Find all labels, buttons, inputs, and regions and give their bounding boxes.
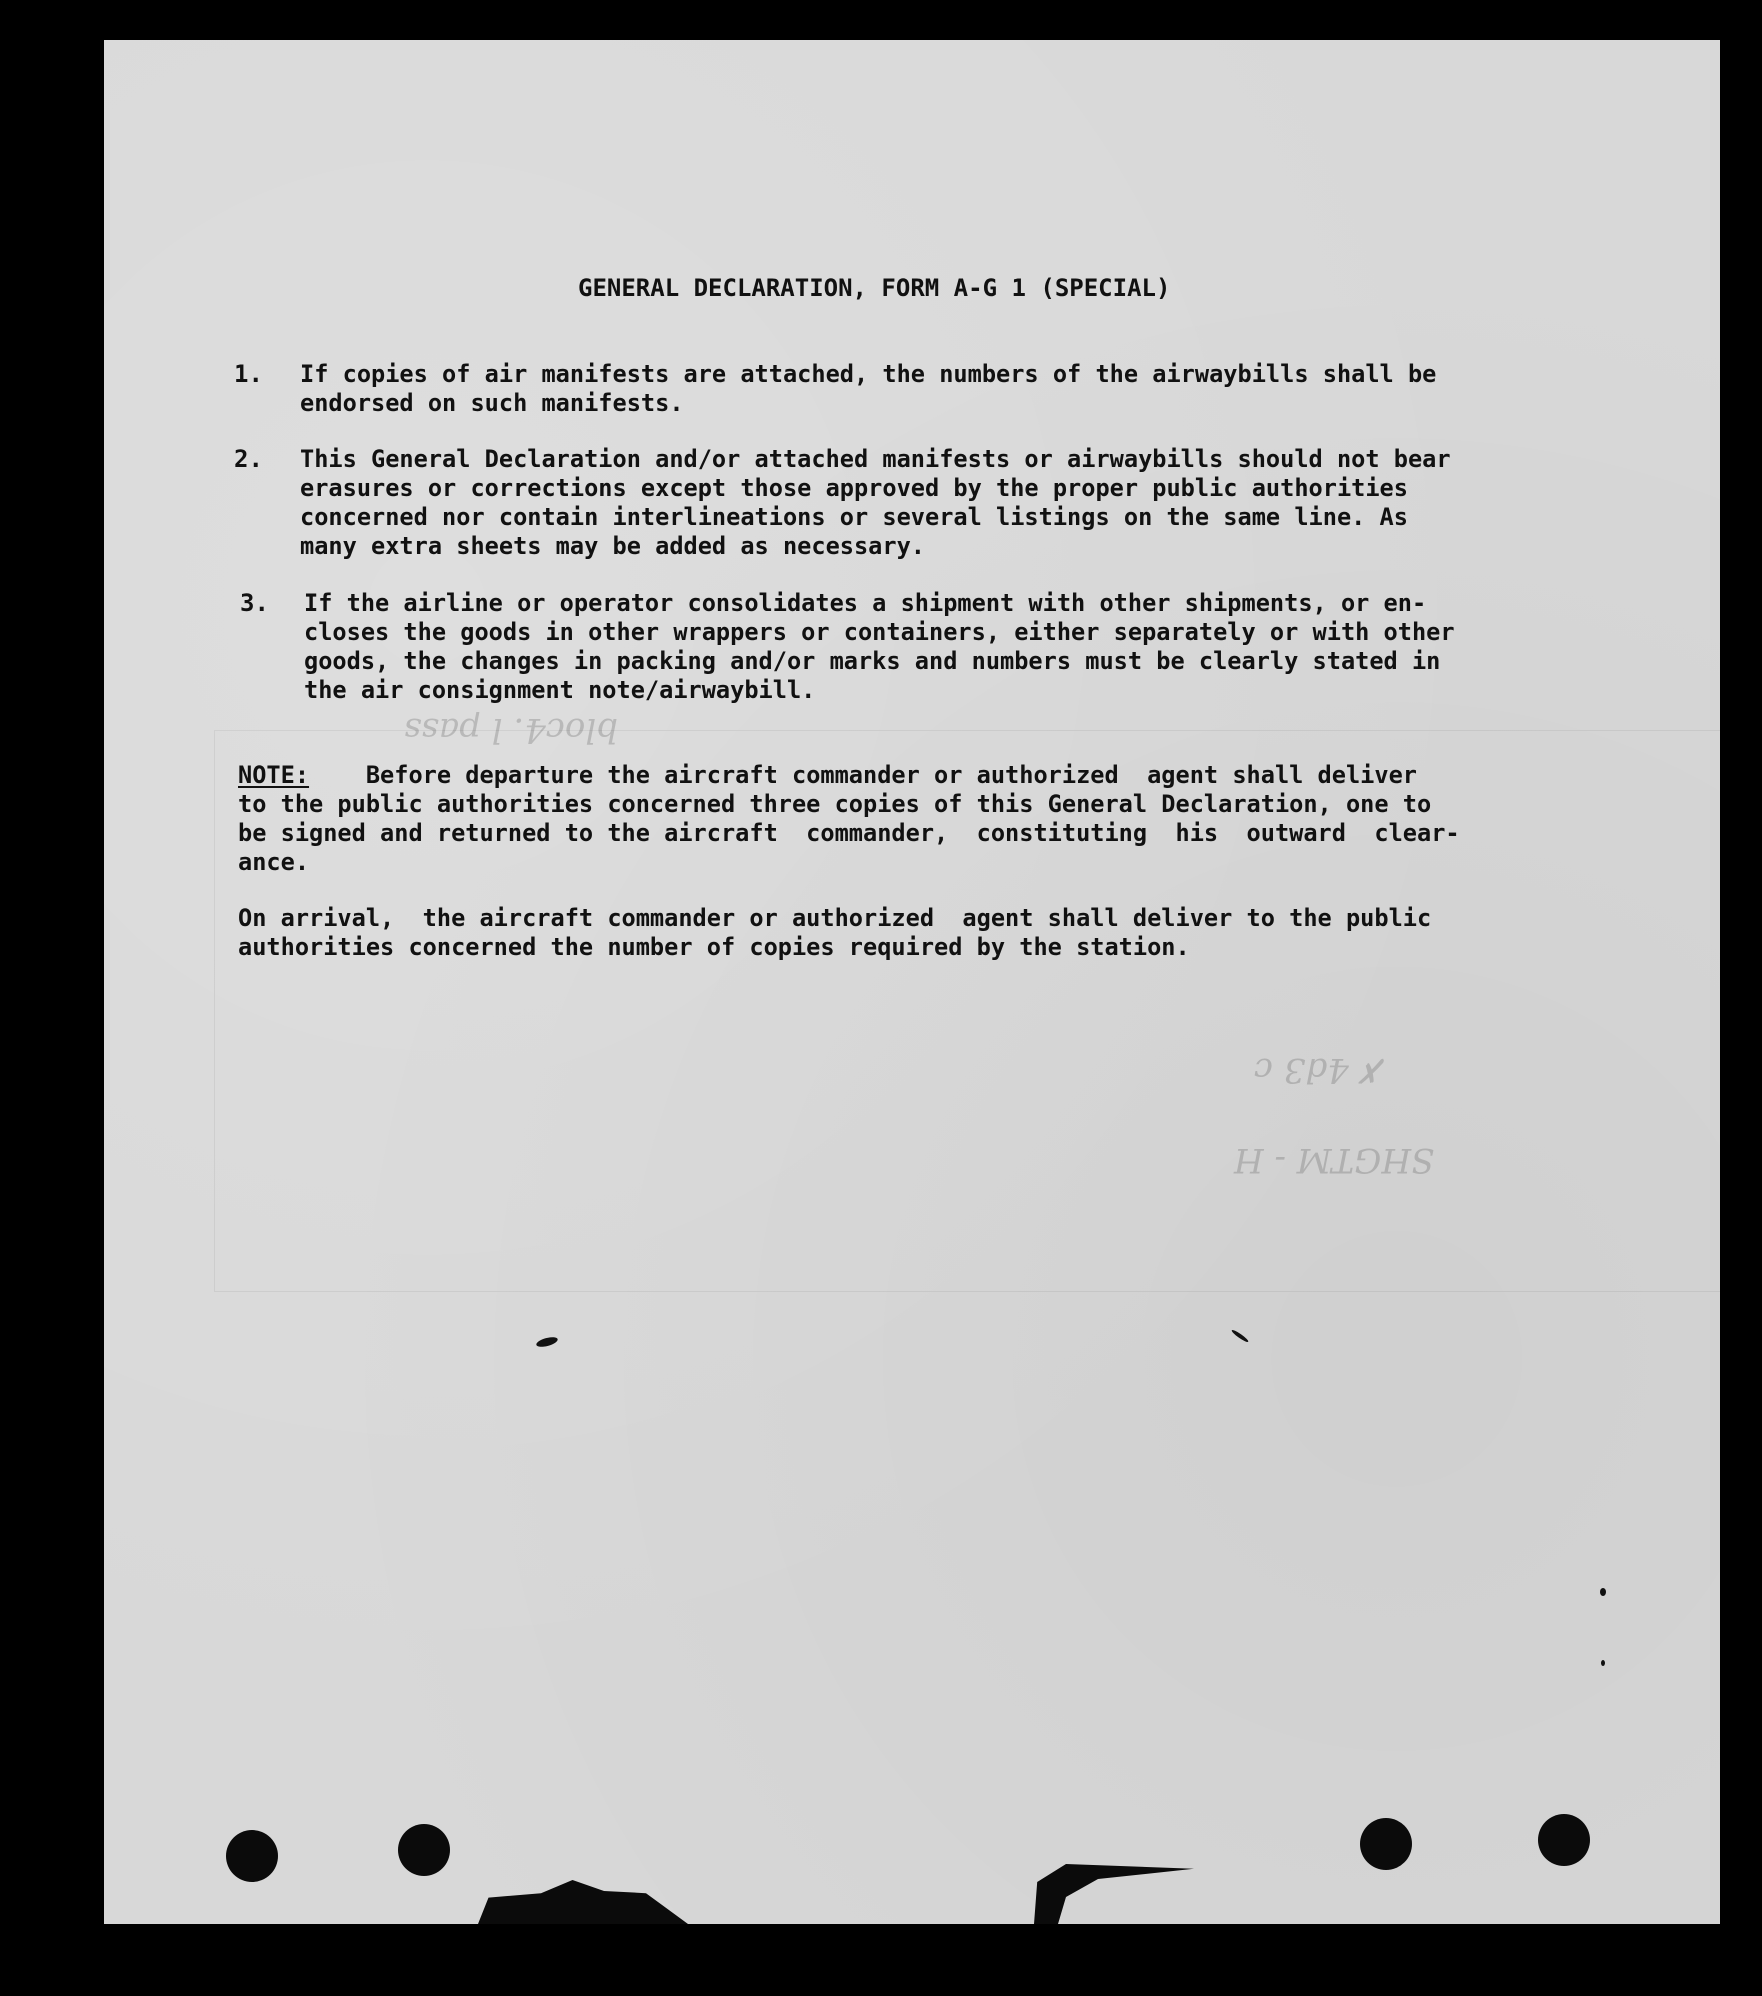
bleed-through-handwriting: ✗ 4d3 c xyxy=(1254,1050,1389,1090)
list-item-line: goods, the changes in packing and/or marks and numbers must be clearly stated in xyxy=(304,647,1441,675)
arrival-line: authorities concerned the number of copies required by the station. xyxy=(238,933,1190,961)
note-paragraph xyxy=(238,761,1417,790)
list-item-number: 2. xyxy=(234,445,263,473)
note-first-line: Before departure the aircraft commander or authorized agent shall deliver xyxy=(309,761,1417,789)
document-page xyxy=(104,40,1720,1924)
list-item-line: endorsed on such manifests. xyxy=(300,389,684,417)
punch-hole xyxy=(1360,1818,1412,1870)
list-item-line: erasures or corrections except those approved by the proper public authorities xyxy=(300,474,1408,502)
list-item-number: 1. xyxy=(234,360,263,388)
ink-speck xyxy=(535,1335,558,1348)
note-label: NOTE: xyxy=(238,761,310,789)
list-item-line: If the airline or operator consolidates a shipment with other shipments, or en- xyxy=(304,589,1427,617)
list-item-line: This General Declaration and/or attached manifests or airwaybills should not bear xyxy=(300,445,1451,473)
torn-edge xyxy=(1034,1864,1194,1924)
document-title: GENERAL DECLARATION, FORM A-G 1 (SPECIAL) xyxy=(578,274,1171,302)
arrival-line: On arrival, the aircraft commander or authorized agent shall deliver to the public xyxy=(238,904,1432,932)
punch-hole xyxy=(226,1830,278,1882)
list-item-line: the air consignment note/airwaybill. xyxy=(304,676,816,704)
ink-speck xyxy=(1601,1660,1605,1666)
punch-hole xyxy=(1538,1814,1590,1866)
list-item-number: 3. xyxy=(240,589,269,617)
ink-speck xyxy=(1231,1329,1250,1344)
note-line: ance. xyxy=(238,848,310,876)
list-item-line: many extra sheets may be added as necessary. xyxy=(300,532,926,560)
torn-edge xyxy=(478,1880,688,1924)
list-item-line: If copies of air manifests are attached, the numbers of the airwaybills shall be xyxy=(300,360,1437,388)
list-item-line: closes the goods in other wrappers or containers, either separately or with other xyxy=(304,618,1455,646)
punch-hole xyxy=(398,1824,450,1876)
note-line: to the public authorities concerned three copies of this General Declaration, one to xyxy=(238,790,1432,818)
bleed-through-handwriting: SHGTM - H xyxy=(1234,1140,1435,1180)
bleed-through-handwriting: bloc4. l pass xyxy=(404,710,619,750)
ink-speck xyxy=(1600,1588,1606,1596)
note-line: be signed and returned to the aircraft commander, constituting his outward clear- xyxy=(238,819,1460,847)
list-item-line: concerned nor contain interlineations or several listings on the same line. As xyxy=(300,503,1408,531)
